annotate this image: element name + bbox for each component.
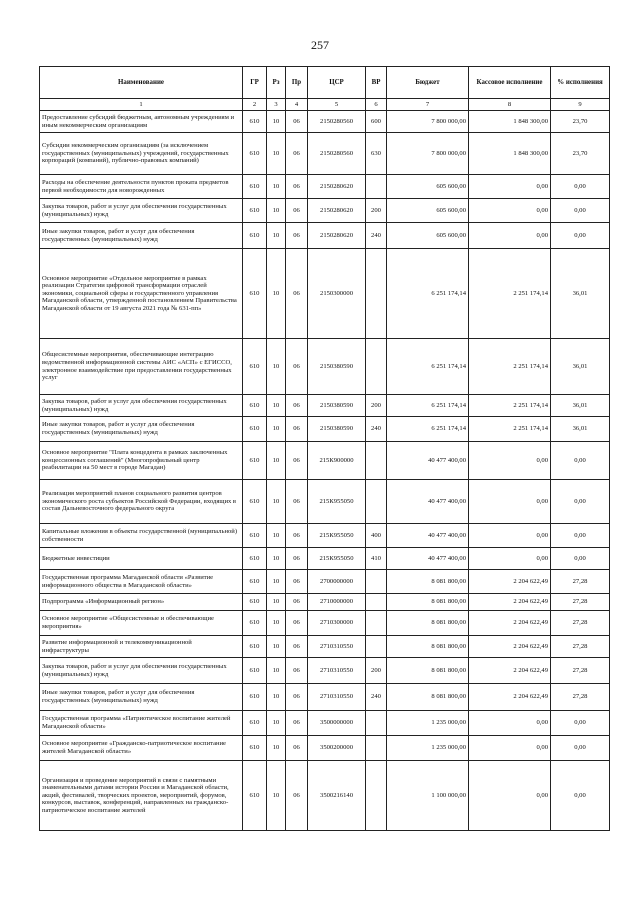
row-budget: 1 235 000,00 bbox=[387, 711, 469, 736]
row-gr: 610 bbox=[243, 711, 267, 736]
row-vr: 630 bbox=[366, 133, 387, 175]
table-row bbox=[40, 711, 610, 736]
row-rz: 10 bbox=[267, 395, 286, 417]
row-pr: 06 bbox=[286, 395, 308, 417]
row-pct: 27,28 bbox=[551, 594, 610, 611]
column-number: 1 bbox=[40, 99, 243, 111]
row-name: Капитальные вложения в объекты государственной (муниципальной) собственности bbox=[40, 524, 243, 548]
row-pr: 06 bbox=[286, 480, 308, 524]
row-csr: 2150280620 bbox=[308, 175, 366, 199]
row-rz: 10 bbox=[267, 736, 286, 761]
row-pr: 06 bbox=[286, 684, 308, 711]
column-number: 7 bbox=[387, 99, 469, 111]
row-pct: 27,28 bbox=[551, 570, 610, 594]
row-budget: 8 081 800,00 bbox=[387, 594, 469, 611]
row-gr: 610 bbox=[243, 548, 267, 570]
row-cash: 2 251 174,14 bbox=[469, 249, 551, 339]
row-vr bbox=[366, 249, 387, 339]
row-csr: 215К900000 bbox=[308, 442, 366, 480]
row-csr: 2710310550 bbox=[308, 684, 366, 711]
row-budget: 6 251 174,14 bbox=[387, 395, 469, 417]
row-vr: 600 bbox=[366, 111, 387, 133]
row-csr: 3500200000 bbox=[308, 736, 366, 761]
row-gr: 610 bbox=[243, 611, 267, 636]
row-name: Подпрограмма «Информационный регион» bbox=[40, 594, 243, 611]
row-csr: 2150280620 bbox=[308, 223, 366, 249]
table-row bbox=[40, 417, 610, 442]
row-pr: 06 bbox=[286, 636, 308, 658]
row-vr bbox=[366, 442, 387, 480]
row-vr bbox=[366, 736, 387, 761]
row-vr: 200 bbox=[366, 199, 387, 223]
row-csr: 2710310550 bbox=[308, 636, 366, 658]
row-pr: 06 bbox=[286, 339, 308, 395]
row-budget: 6 251 174,14 bbox=[387, 417, 469, 442]
table-row bbox=[40, 133, 610, 175]
row-gr: 610 bbox=[243, 417, 267, 442]
row-vr bbox=[366, 611, 387, 636]
col-header-cash: Кассовое исполнение bbox=[469, 67, 551, 99]
row-vr bbox=[366, 711, 387, 736]
col-header-name: Наименование bbox=[40, 67, 243, 99]
row-budget: 605 600,00 bbox=[387, 223, 469, 249]
table-row bbox=[40, 339, 610, 395]
row-csr: 215К955050 bbox=[308, 480, 366, 524]
row-vr bbox=[366, 570, 387, 594]
row-cash: 1 848 300,00 bbox=[469, 111, 551, 133]
row-gr: 610 bbox=[243, 636, 267, 658]
budget-table bbox=[39, 66, 610, 831]
row-pr: 06 bbox=[286, 570, 308, 594]
table-row bbox=[40, 524, 610, 548]
row-name: Субсидии некоммерческим организациям (за исключением государственных (муниципальных) учреждений, государственных корпораций (компаний), публично-правовых компаний) bbox=[40, 133, 243, 175]
table-row bbox=[40, 570, 610, 594]
row-budget: 605 600,00 bbox=[387, 175, 469, 199]
row-gr: 610 bbox=[243, 761, 267, 831]
row-vr bbox=[366, 761, 387, 831]
row-budget: 8 081 800,00 bbox=[387, 658, 469, 684]
row-budget: 7 800 000,00 bbox=[387, 133, 469, 175]
table-row bbox=[40, 175, 610, 199]
col-header-vr: ВР bbox=[366, 67, 387, 99]
table-row bbox=[40, 480, 610, 524]
row-pr: 06 bbox=[286, 761, 308, 831]
row-cash: 2 251 174,14 bbox=[469, 339, 551, 395]
row-csr: 2150380590 bbox=[308, 339, 366, 395]
row-cash: 0,00 bbox=[469, 442, 551, 480]
column-number: 6 bbox=[366, 99, 387, 111]
column-number: 5 bbox=[308, 99, 366, 111]
row-gr: 610 bbox=[243, 570, 267, 594]
row-name: Государственная программа Магаданской области «Развитие информационного общества в Магаданской области» bbox=[40, 570, 243, 594]
row-vr: 410 bbox=[366, 548, 387, 570]
row-csr: 2150300000 bbox=[308, 249, 366, 339]
row-gr: 610 bbox=[243, 658, 267, 684]
row-rz: 10 bbox=[267, 548, 286, 570]
row-cash: 2 204 622,49 bbox=[469, 658, 551, 684]
row-gr: 610 bbox=[243, 175, 267, 199]
row-vr: 200 bbox=[366, 395, 387, 417]
column-number-row bbox=[40, 99, 610, 111]
row-gr: 610 bbox=[243, 524, 267, 548]
row-budget: 40 477 400,00 bbox=[387, 548, 469, 570]
row-pr: 06 bbox=[286, 111, 308, 133]
row-pct: 36,01 bbox=[551, 339, 610, 395]
row-vr bbox=[366, 339, 387, 395]
row-cash: 0,00 bbox=[469, 761, 551, 831]
row-csr: 3500216140 bbox=[308, 761, 366, 831]
row-pct: 36,01 bbox=[551, 249, 610, 339]
row-rz: 10 bbox=[267, 658, 286, 684]
row-gr: 610 bbox=[243, 736, 267, 761]
row-csr: 2700000000 bbox=[308, 570, 366, 594]
row-budget: 8 081 800,00 bbox=[387, 684, 469, 711]
row-budget: 6 251 174,14 bbox=[387, 339, 469, 395]
row-rz: 10 bbox=[267, 594, 286, 611]
row-pct: 0,00 bbox=[551, 442, 610, 480]
row-pct: 0,00 bbox=[551, 480, 610, 524]
row-name: Закупка товаров, работ и услуг для обеспечения государственных (муниципальных) нужд bbox=[40, 658, 243, 684]
row-cash: 1 848 300,00 bbox=[469, 133, 551, 175]
row-gr: 610 bbox=[243, 594, 267, 611]
row-pct: 27,28 bbox=[551, 658, 610, 684]
row-pct: 23,70 bbox=[551, 133, 610, 175]
row-pct: 27,28 bbox=[551, 636, 610, 658]
row-gr: 610 bbox=[243, 249, 267, 339]
table-row bbox=[40, 611, 610, 636]
row-cash: 2 204 622,49 bbox=[469, 570, 551, 594]
col-header-budget: Бюджет bbox=[387, 67, 469, 99]
table-row bbox=[40, 111, 610, 133]
row-gr: 610 bbox=[243, 339, 267, 395]
row-pr: 06 bbox=[286, 417, 308, 442]
row-vr: 240 bbox=[366, 223, 387, 249]
row-rz: 10 bbox=[267, 133, 286, 175]
row-rz: 10 bbox=[267, 223, 286, 249]
row-vr bbox=[366, 175, 387, 199]
row-pct: 0,00 bbox=[551, 761, 610, 831]
row-csr: 2710000000 bbox=[308, 594, 366, 611]
row-csr: 2150380590 bbox=[308, 417, 366, 442]
row-pr: 06 bbox=[286, 524, 308, 548]
table-row bbox=[40, 636, 610, 658]
row-name: Основное мероприятие «Общесистемные и обеспечивающие мероприятия» bbox=[40, 611, 243, 636]
row-cash: 0,00 bbox=[469, 736, 551, 761]
row-cash: 2 204 622,49 bbox=[469, 594, 551, 611]
column-number: 8 bbox=[469, 99, 551, 111]
table-row bbox=[40, 249, 610, 339]
row-name: Реализация мероприятий планов социального развития центров экономического роста субъектов Российской Федерации, входящих в состав Дальневосточного федерального округа bbox=[40, 480, 243, 524]
row-gr: 610 bbox=[243, 223, 267, 249]
row-rz: 10 bbox=[267, 111, 286, 133]
row-pr: 06 bbox=[286, 199, 308, 223]
row-cash: 0,00 bbox=[469, 548, 551, 570]
row-budget: 7 800 000,00 bbox=[387, 111, 469, 133]
table-row bbox=[40, 684, 610, 711]
row-pct: 27,28 bbox=[551, 684, 610, 711]
col-header-rz: Рз bbox=[267, 67, 286, 99]
row-pct: 0,00 bbox=[551, 175, 610, 199]
row-gr: 610 bbox=[243, 199, 267, 223]
table-row bbox=[40, 395, 610, 417]
row-pr: 06 bbox=[286, 133, 308, 175]
row-name: Иные закупки товаров, работ и услуг для обеспечения государственных (муниципальных) нужд bbox=[40, 684, 243, 711]
table-row bbox=[40, 223, 610, 249]
table-row bbox=[40, 658, 610, 684]
row-gr: 610 bbox=[243, 395, 267, 417]
row-pr: 06 bbox=[286, 223, 308, 249]
row-vr: 240 bbox=[366, 684, 387, 711]
row-csr: 2710310550 bbox=[308, 658, 366, 684]
row-rz: 10 bbox=[267, 339, 286, 395]
row-cash: 2 251 174,14 bbox=[469, 395, 551, 417]
row-csr: 2150380590 bbox=[308, 395, 366, 417]
row-gr: 610 bbox=[243, 111, 267, 133]
table-row bbox=[40, 761, 610, 831]
table-header bbox=[40, 67, 610, 111]
row-gr: 610 bbox=[243, 684, 267, 711]
row-cash: 0,00 bbox=[469, 480, 551, 524]
row-pct: 27,28 bbox=[551, 611, 610, 636]
row-pct: 23,70 bbox=[551, 111, 610, 133]
row-gr: 610 bbox=[243, 442, 267, 480]
row-rz: 10 bbox=[267, 175, 286, 199]
row-pr: 06 bbox=[286, 548, 308, 570]
row-pr: 06 bbox=[286, 249, 308, 339]
row-name: Основное мероприятие «Отдельное мероприятие в рамках реализации Стратегии цифровой трансформации отраслей экономики, социальной сферы и государственного управления Магаданской области, утвержденной постановлением Правительства Магаданской области от 19 августа 2021 года № 631-пп» bbox=[40, 249, 243, 339]
table-body bbox=[40, 111, 610, 831]
row-rz: 10 bbox=[267, 711, 286, 736]
row-budget: 40 477 400,00 bbox=[387, 442, 469, 480]
row-rz: 10 bbox=[267, 199, 286, 223]
column-number: 3 bbox=[267, 99, 286, 111]
row-vr bbox=[366, 480, 387, 524]
row-pr: 06 bbox=[286, 658, 308, 684]
row-rz: 10 bbox=[267, 442, 286, 480]
row-name: Государственная программа «Патриотическое воспитание жителей Магаданской области» bbox=[40, 711, 243, 736]
row-pct: 36,01 bbox=[551, 417, 610, 442]
col-header-pct: % исполнения bbox=[551, 67, 610, 99]
row-budget: 40 477 400,00 bbox=[387, 480, 469, 524]
row-pr: 06 bbox=[286, 594, 308, 611]
row-name: Предоставление субсидий бюджетным, автономным учреждениям и иным некоммерческим организациям bbox=[40, 111, 243, 133]
row-cash: 0,00 bbox=[469, 711, 551, 736]
row-cash: 0,00 bbox=[469, 524, 551, 548]
row-cash: 0,00 bbox=[469, 175, 551, 199]
row-vr: 240 bbox=[366, 417, 387, 442]
row-csr: 2150280560 bbox=[308, 133, 366, 175]
row-name: Закупка товаров, работ и услуг для обеспечения государственных (муниципальных) нужд bbox=[40, 395, 243, 417]
row-cash: 2 204 622,49 bbox=[469, 611, 551, 636]
row-cash: 0,00 bbox=[469, 199, 551, 223]
row-rz: 10 bbox=[267, 611, 286, 636]
row-budget: 8 081 800,00 bbox=[387, 570, 469, 594]
row-pct: 0,00 bbox=[551, 199, 610, 223]
row-budget: 8 081 800,00 bbox=[387, 636, 469, 658]
row-pr: 06 bbox=[286, 442, 308, 480]
row-rz: 10 bbox=[267, 480, 286, 524]
row-csr: 215К955050 bbox=[308, 524, 366, 548]
row-name: Иные закупки товаров, работ и услуг для обеспечения государственных (муниципальных) нужд bbox=[40, 417, 243, 442]
row-rz: 10 bbox=[267, 570, 286, 594]
row-rz: 10 bbox=[267, 249, 286, 339]
row-cash: 2 204 622,49 bbox=[469, 636, 551, 658]
row-gr: 610 bbox=[243, 480, 267, 524]
row-pr: 06 bbox=[286, 611, 308, 636]
row-name: Расходы на обеспечение деятельности пунктов проката предметов первой необходимости для новорожденных bbox=[40, 175, 243, 199]
row-budget: 6 251 174,14 bbox=[387, 249, 469, 339]
column-number: 9 bbox=[551, 99, 610, 111]
row-pct: 0,00 bbox=[551, 548, 610, 570]
row-name: Основное мероприятие «Гражданско-патриотическое воспитание жителей Магаданской области» bbox=[40, 736, 243, 761]
table-row bbox=[40, 736, 610, 761]
row-name: Основное мероприятие "Плата концедента в рамках заключенных концессионных соглашений" (Многопрофильный центр реабилитации на 50 мест в городе Магадан) bbox=[40, 442, 243, 480]
header-row bbox=[40, 67, 610, 99]
row-vr bbox=[366, 594, 387, 611]
column-number: 2 bbox=[243, 99, 267, 111]
col-header-csr: ЦСР bbox=[308, 67, 366, 99]
row-vr: 200 bbox=[366, 658, 387, 684]
column-number: 4 bbox=[286, 99, 308, 111]
table-row bbox=[40, 442, 610, 480]
table-row bbox=[40, 594, 610, 611]
row-rz: 10 bbox=[267, 761, 286, 831]
row-vr: 400 bbox=[366, 524, 387, 548]
row-name: Общесистемные мероприятия, обеспечивающие интеграцию ведомственной информационной системы АИС «АСП» с ЕГИССО, электронное взаимодействие при предоставлении государственных услуг bbox=[40, 339, 243, 395]
row-pr: 06 bbox=[286, 711, 308, 736]
row-cash: 0,00 bbox=[469, 223, 551, 249]
row-csr: 2150280620 bbox=[308, 199, 366, 223]
col-header-gr: ГР bbox=[243, 67, 267, 99]
row-budget: 1 235 000,00 bbox=[387, 736, 469, 761]
row-budget: 8 081 800,00 bbox=[387, 611, 469, 636]
row-cash: 2 251 174,14 bbox=[469, 417, 551, 442]
row-budget: 40 477 400,00 bbox=[387, 524, 469, 548]
row-pr: 06 bbox=[286, 175, 308, 199]
row-rz: 10 bbox=[267, 417, 286, 442]
row-budget: 605 600,00 bbox=[387, 199, 469, 223]
row-rz: 10 bbox=[267, 524, 286, 548]
row-csr: 3500000000 bbox=[308, 711, 366, 736]
col-header-pr: Пр bbox=[286, 67, 308, 99]
row-budget: 1 100 000,00 bbox=[387, 761, 469, 831]
row-name: Организация и проведение мероприятий в связи с памятными знаменательными датами истории России и Магаданской области, акций, фестивалей, творческих проектов, мероприятий, форумов, конкурсов, выставок, конференций, направленных на гражданско-патриотическое воспитание жителей bbox=[40, 761, 243, 831]
row-vr bbox=[366, 636, 387, 658]
row-pct: 0,00 bbox=[551, 711, 610, 736]
row-name: Закупка товаров, работ и услуг для обеспечения государственных (муниципальных) нужд bbox=[40, 199, 243, 223]
row-name: Бюджетные инвестиции bbox=[40, 548, 243, 570]
row-pct: 36,01 bbox=[551, 395, 610, 417]
row-pct: 0,00 bbox=[551, 524, 610, 548]
row-gr: 610 bbox=[243, 133, 267, 175]
row-csr: 2710300000 bbox=[308, 611, 366, 636]
page-number: 257 bbox=[311, 38, 329, 52]
row-csr: 2150280560 bbox=[308, 111, 366, 133]
row-csr: 215К955050 bbox=[308, 548, 366, 570]
row-pct: 0,00 bbox=[551, 736, 610, 761]
row-rz: 10 bbox=[267, 684, 286, 711]
row-pr: 06 bbox=[286, 736, 308, 761]
row-cash: 2 204 622,49 bbox=[469, 684, 551, 711]
row-pct: 0,00 bbox=[551, 223, 610, 249]
row-name: Развитие информационной и телекоммуникационной инфраструктуры bbox=[40, 636, 243, 658]
table-row bbox=[40, 548, 610, 570]
row-name: Иные закупки товаров, работ и услуг для обеспечения государственных (муниципальных) нужд bbox=[40, 223, 243, 249]
row-rz: 10 bbox=[267, 636, 286, 658]
table-row bbox=[40, 199, 610, 223]
